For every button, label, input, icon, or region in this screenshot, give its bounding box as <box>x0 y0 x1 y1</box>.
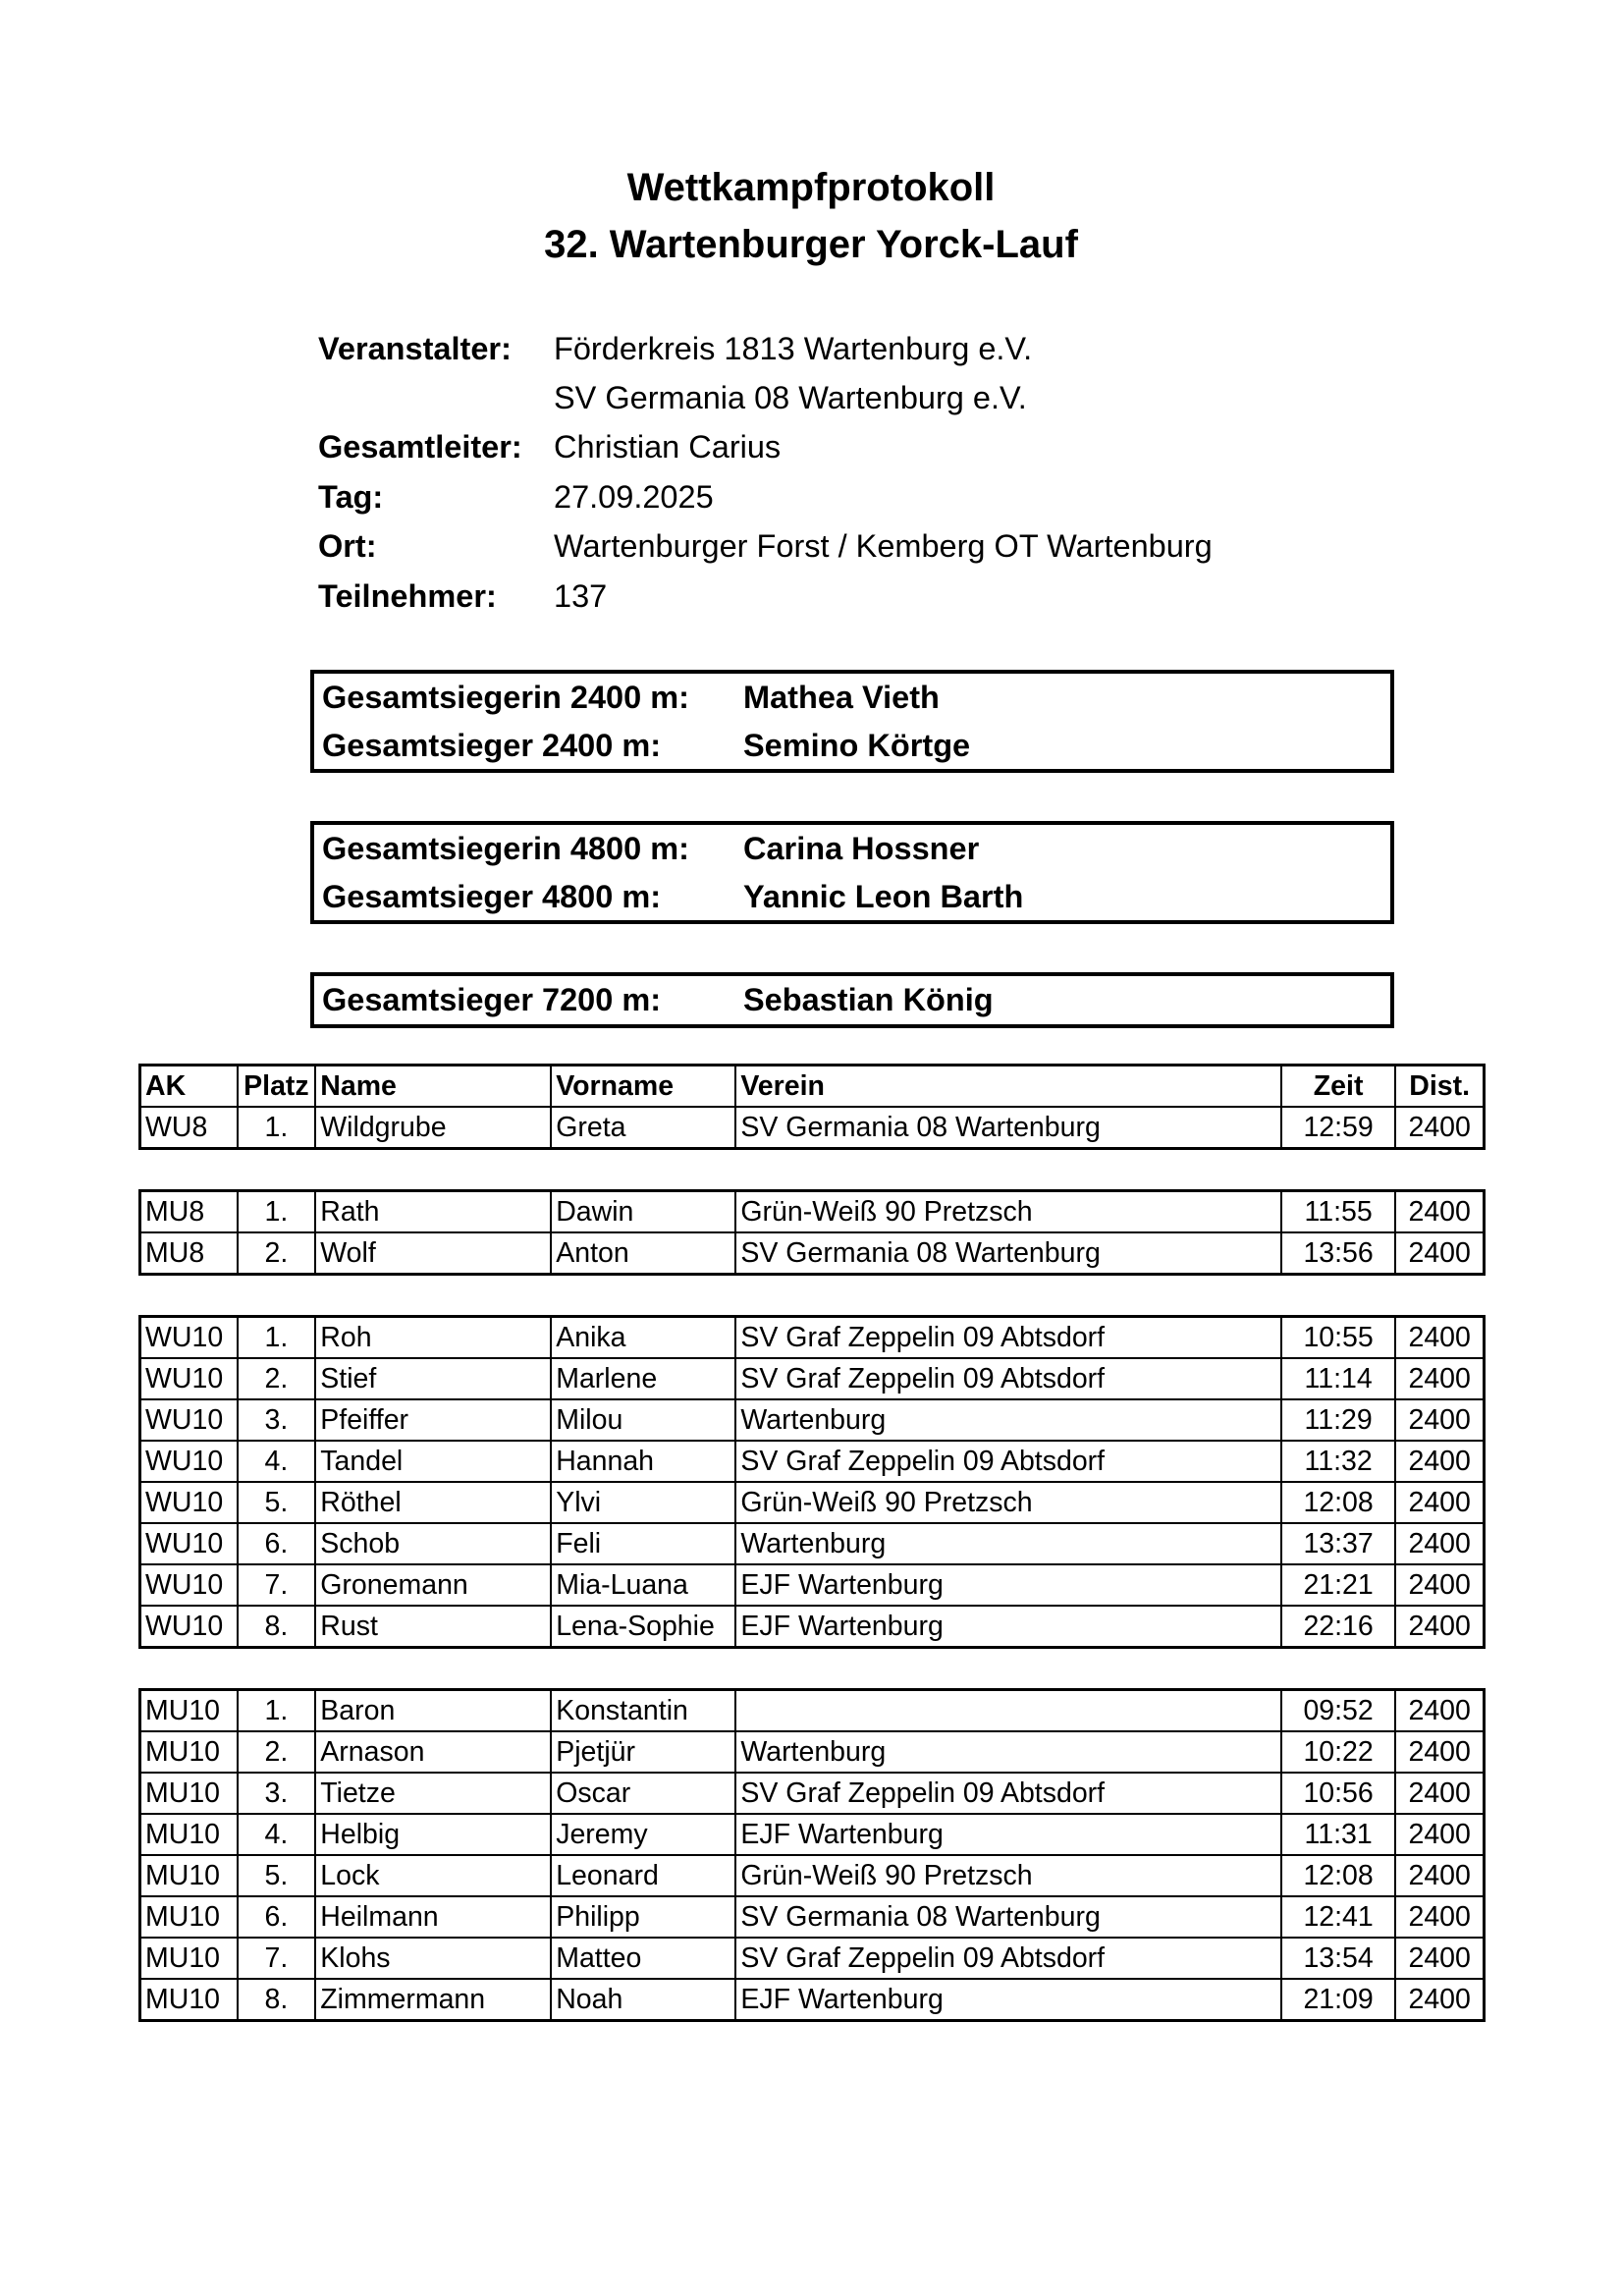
winner-name: Yannic Leon Barth <box>743 878 1024 914</box>
cell-zeit: 21:21 <box>1280 1565 1395 1605</box>
cell-zeit: 10:56 <box>1280 1774 1395 1813</box>
cell-vorname: Konstantin <box>550 1691 734 1730</box>
cell-ak: MU10 <box>145 1983 221 2015</box>
info-value: Christian Carius <box>554 429 782 465</box>
cell-dist: 2400 <box>1394 1607 1483 1646</box>
cell-dist: 2400 <box>1394 1192 1483 1231</box>
info-row-director <box>318 423 1213 472</box>
table-header <box>141 1066 1483 1106</box>
cell-ak: WU8 <box>145 1111 208 1143</box>
cell-platz: 6. <box>237 1897 315 1937</box>
table-row <box>141 1398 1483 1440</box>
table-row <box>141 1813 1483 1854</box>
cell-name: Tietze <box>314 1774 550 1813</box>
table-row <box>141 1318 1483 1357</box>
cell-platz: 5. <box>237 1856 315 1895</box>
info-row-date <box>318 472 1213 521</box>
cell-zeit: 13:54 <box>1280 1939 1395 1978</box>
cell-ak: MU8 <box>145 1195 205 1228</box>
header-dist: Dist. <box>1394 1066 1483 1106</box>
cell-verein: EJF Wartenburg <box>734 1607 1279 1646</box>
cell-vorname: Marlene <box>550 1359 734 1398</box>
event-title: 32. Wartenburger Yorck-Lauf <box>544 223 1078 266</box>
cell-name: Schob <box>314 1524 550 1563</box>
table-row <box>141 1730 1483 1772</box>
info-row-participants <box>318 572 1213 621</box>
header-verein: Verein <box>734 1066 1279 1106</box>
cell-verein: Grün-Weiß 90 Pretzsch <box>734 1192 1279 1231</box>
table-row <box>141 1895 1483 1937</box>
cell-ak: WU10 <box>145 1527 224 1559</box>
winner-label: Gesamtsieger 2400 m: <box>322 727 662 763</box>
cell-platz: 8. <box>237 1980 315 2019</box>
cell-ak: MU10 <box>145 1941 221 1974</box>
cell-verein: Wartenburg <box>734 1400 1279 1440</box>
cell-zeit: 12:08 <box>1280 1856 1395 1895</box>
cell-dist: 2400 <box>1394 1856 1483 1895</box>
cell-dist: 2400 <box>1394 1732 1483 1772</box>
header-platz: Platz <box>237 1066 315 1106</box>
event-info <box>318 324 1213 621</box>
cell-verein: SV Germania 08 Wartenburg <box>734 1897 1279 1937</box>
results-table <box>138 1064 1486 2061</box>
header-ak: AK <box>145 1069 187 1102</box>
cell-ak: WU10 <box>145 1403 224 1436</box>
info-label: Gesamtleiter: <box>318 429 522 465</box>
cell-zeit: 13:37 <box>1280 1524 1395 1563</box>
cell-ak: WU10 <box>145 1362 224 1394</box>
table-row <box>141 1357 1483 1398</box>
info-label: Teilnehmer: <box>318 577 497 614</box>
cell-name: Arnason <box>314 1732 550 1772</box>
table-row <box>141 1605 1483 1646</box>
cell-name: Pfeiffer <box>314 1400 550 1440</box>
cell-vorname: Noah <box>550 1980 734 2019</box>
cell-dist: 2400 <box>1394 1691 1483 1730</box>
header-vorname: Vorname <box>550 1066 734 1106</box>
cell-verein: SV Graf Zeppelin 09 Abtsdorf <box>734 1442 1279 1481</box>
cell-name: Rath <box>314 1192 550 1231</box>
cell-zeit: 12:08 <box>1280 1483 1395 1522</box>
cell-verein: Grün-Weiß 90 Pretzsch <box>734 1483 1279 1522</box>
info-label: Veranstalter: <box>318 330 512 366</box>
cell-zeit: 11:14 <box>1280 1359 1395 1398</box>
cell-ak: MU10 <box>145 1694 221 1726</box>
cell-ak: MU10 <box>145 1818 221 1850</box>
cell-dist: 2400 <box>1394 1565 1483 1605</box>
cell-zeit: 10:55 <box>1280 1318 1395 1357</box>
cell-vorname: Matteo <box>550 1939 734 1978</box>
info-value: SV Germania 08 Wartenburg e.V. <box>554 380 1027 416</box>
cell-verein: Wartenburg <box>734 1732 1279 1772</box>
info-label: Ort: <box>318 528 377 565</box>
winner-box-4800 <box>310 821 1394 924</box>
cell-vorname: Mia-Luana <box>550 1565 734 1605</box>
cell-name: Zimmermann <box>314 1980 550 2019</box>
cell-platz: 2. <box>237 1233 315 1273</box>
cell-vorname: Jeremy <box>550 1815 734 1854</box>
cell-name: Tandel <box>314 1442 550 1481</box>
cell-name: Baron <box>314 1691 550 1730</box>
info-row-organizer-2 <box>318 373 1213 422</box>
table-row <box>141 1772 1483 1813</box>
cell-dist: 2400 <box>1394 1108 1483 1147</box>
cell-name: Helbig <box>314 1815 550 1854</box>
winner-label: Gesamtsieger 7200 m: <box>322 981 662 1017</box>
table-row <box>141 1481 1483 1522</box>
cell-name: Heilmann <box>314 1897 550 1937</box>
cell-ak: WU10 <box>145 1568 224 1601</box>
cell-verein: SV Graf Zeppelin 09 Abtsdorf <box>734 1939 1279 1978</box>
cell-name: Lock <box>314 1856 550 1895</box>
cell-verein <box>734 1691 1279 1730</box>
cell-ak: WU10 <box>145 1321 224 1353</box>
winner-row <box>322 722 1390 770</box>
cell-vorname: Philipp <box>550 1897 734 1937</box>
cell-platz: 1. <box>237 1192 315 1231</box>
cell-zeit: 11:29 <box>1280 1400 1395 1440</box>
cell-zeit: 13:56 <box>1280 1233 1395 1273</box>
winner-box-2400 <box>310 670 1394 773</box>
cell-dist: 2400 <box>1394 1980 1483 2019</box>
cell-platz: 2. <box>237 1359 315 1398</box>
cell-platz: 1. <box>237 1108 315 1147</box>
cell-ak: MU10 <box>145 1735 221 1768</box>
cell-verein: SV Graf Zeppelin 09 Abtsdorf <box>734 1359 1279 1398</box>
cell-dist: 2400 <box>1394 1359 1483 1398</box>
cell-name: Roh <box>314 1318 550 1357</box>
cell-ak: WU10 <box>145 1610 224 1642</box>
cell-dist: 2400 <box>1394 1483 1483 1522</box>
cell-vorname: Anika <box>550 1318 734 1357</box>
header-zeit: Zeit <box>1280 1066 1395 1106</box>
document-title: Wettkampfprotokoll <box>626 166 996 209</box>
cell-ak: WU10 <box>145 1445 224 1477</box>
results-group-wu8 <box>138 1064 1486 1150</box>
table-row <box>141 1563 1483 1605</box>
cell-verein: EJF Wartenburg <box>734 1815 1279 1854</box>
cell-vorname: Anton <box>550 1233 734 1273</box>
cell-name: Gronemann <box>314 1565 550 1605</box>
cell-platz: 7. <box>237 1565 315 1605</box>
winner-row <box>322 873 1390 921</box>
cell-vorname: Milou <box>550 1400 734 1440</box>
table-row <box>141 1440 1483 1481</box>
cell-vorname: Feli <box>550 1524 734 1563</box>
cell-vorname: Pjetjür <box>550 1732 734 1772</box>
cell-platz: 5. <box>237 1483 315 1522</box>
cell-vorname: Hannah <box>550 1442 734 1481</box>
table-row <box>141 1978 1483 2019</box>
winner-label: Gesamtsiegerin 2400 m: <box>322 679 689 715</box>
table-row <box>141 1854 1483 1895</box>
info-value: 27.09.2025 <box>554 478 714 515</box>
table-row <box>141 1691 1483 1730</box>
header-name: Name <box>314 1066 550 1106</box>
cell-dist: 2400 <box>1394 1897 1483 1937</box>
cell-name: Röthel <box>314 1483 550 1522</box>
cell-zeit: 12:41 <box>1280 1897 1395 1937</box>
info-row-location <box>318 522 1213 572</box>
cell-zeit: 11:32 <box>1280 1442 1395 1481</box>
cell-dist: 2400 <box>1394 1233 1483 1273</box>
info-value: Wartenburger Forst / Kemberg OT Wartenburg <box>554 528 1213 565</box>
winner-row <box>322 976 1390 1024</box>
cell-platz: 3. <box>237 1400 315 1440</box>
cell-name: Klohs <box>314 1939 550 1978</box>
cell-platz: 4. <box>237 1442 315 1481</box>
table-row <box>141 1522 1483 1563</box>
winner-name: Sebastian König <box>743 981 994 1017</box>
cell-ak: MU10 <box>145 1859 221 1891</box>
info-value: 137 <box>554 577 608 614</box>
cell-dist: 2400 <box>1394 1524 1483 1563</box>
cell-dist: 2400 <box>1394 1400 1483 1440</box>
cell-verein: SV Germania 08 Wartenburg <box>734 1108 1279 1147</box>
cell-vorname: Lena-Sophie <box>550 1607 734 1646</box>
cell-name: Rust <box>314 1607 550 1646</box>
info-value: Förderkreis 1813 Wartenburg e.V. <box>554 330 1033 366</box>
results-group <box>138 1688 1486 2022</box>
winner-name: Carina Hossner <box>743 830 980 866</box>
winner-name: Semino Körtge <box>743 727 971 763</box>
table-row <box>141 1106 1483 1147</box>
info-row-organizer <box>318 324 1213 373</box>
cell-ak: MU8 <box>145 1236 205 1269</box>
winner-box-7200 <box>310 972 1394 1028</box>
cell-ak: MU10 <box>145 1777 221 1809</box>
cell-zeit: 11:31 <box>1280 1815 1395 1854</box>
cell-dist: 2400 <box>1394 1318 1483 1357</box>
cell-dist: 2400 <box>1394 1815 1483 1854</box>
cell-ak: MU10 <box>145 1900 221 1933</box>
cell-vorname: Greta <box>550 1108 734 1147</box>
winner-row <box>322 674 1390 722</box>
cell-verein: EJF Wartenburg <box>734 1565 1279 1605</box>
cell-platz: 1. <box>237 1318 315 1357</box>
cell-name: Wolf <box>314 1233 550 1273</box>
cell-name: Stief <box>314 1359 550 1398</box>
cell-platz: 1. <box>237 1691 315 1730</box>
cell-platz: 3. <box>237 1774 315 1813</box>
cell-zeit: 11:55 <box>1280 1192 1395 1231</box>
cell-platz: 8. <box>237 1607 315 1646</box>
cell-platz: 2. <box>237 1732 315 1772</box>
results-group <box>138 1315 1486 1649</box>
cell-zeit: 21:09 <box>1280 1980 1395 2019</box>
cell-zeit: 12:59 <box>1280 1108 1395 1147</box>
cell-dist: 2400 <box>1394 1774 1483 1813</box>
cell-verein: Grün-Weiß 90 Pretzsch <box>734 1856 1279 1895</box>
cell-vorname: Leonard <box>550 1856 734 1895</box>
info-label: Tag: <box>318 478 384 515</box>
cell-vorname: Dawin <box>550 1192 734 1231</box>
cell-platz: 4. <box>237 1815 315 1854</box>
cell-vorname: Oscar <box>550 1774 734 1813</box>
cell-platz: 7. <box>237 1939 315 1978</box>
cell-verein: SV Germania 08 Wartenburg <box>734 1233 1279 1273</box>
cell-dist: 2400 <box>1394 1939 1483 1978</box>
cell-zeit: 09:52 <box>1280 1691 1395 1730</box>
cell-verein: Wartenburg <box>734 1524 1279 1563</box>
cell-ak: WU10 <box>145 1486 224 1518</box>
cell-verein: SV Graf Zeppelin 09 Abtsdorf <box>734 1318 1279 1357</box>
cell-zeit: 10:22 <box>1280 1732 1395 1772</box>
cell-verein: SV Graf Zeppelin 09 Abtsdorf <box>734 1774 1279 1813</box>
winner-name: Mathea Vieth <box>743 679 940 715</box>
table-row <box>141 1192 1483 1231</box>
cell-platz: 6. <box>237 1524 315 1563</box>
results-group <box>138 1189 1486 1276</box>
cell-dist: 2400 <box>1394 1442 1483 1481</box>
cell-zeit: 22:16 <box>1280 1607 1395 1646</box>
winner-label: Gesamtsiegerin 4800 m: <box>322 830 689 866</box>
cell-name: Wildgrube <box>314 1108 550 1147</box>
winner-row <box>322 825 1390 873</box>
cell-verein: EJF Wartenburg <box>734 1980 1279 2019</box>
cell-vorname: Ylvi <box>550 1483 734 1522</box>
winner-label: Gesamtsieger 4800 m: <box>322 878 662 914</box>
table-row <box>141 1937 1483 1978</box>
table-row <box>141 1231 1483 1273</box>
